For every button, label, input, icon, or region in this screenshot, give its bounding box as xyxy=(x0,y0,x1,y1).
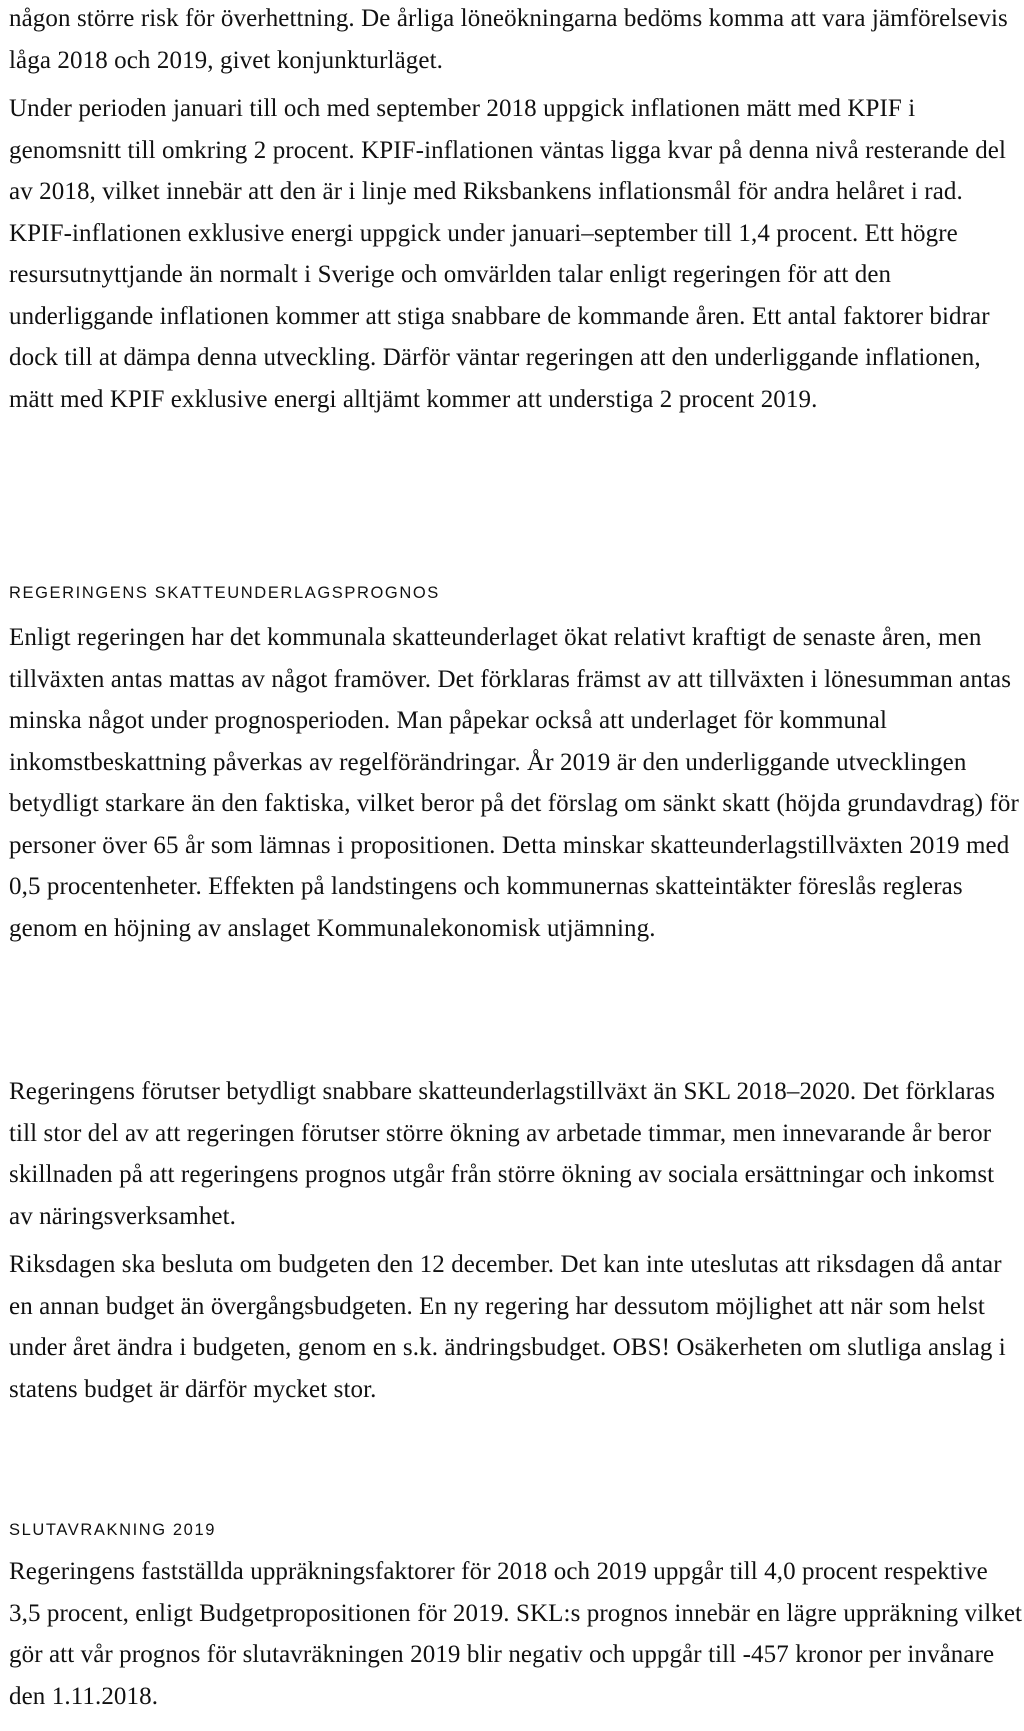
paragraph-skatteunderlag: Enligt regeringen har det kommunala skatteunderlaget ökat relativt kraftigt de senaste åren, men tillväxten antas mattas av något framöver. Det förklaras främst av att tillväxten i lönesumman antas minska något under prognosperioden. Man påpekar också att underlaget för kommunal inkomstbeskattning påverkas av regelförändringar. År 2019 är den underliggande utvecklingen betydligt starkare än den faktiska, vilket beror på det förslag om sänkt skatt (höjda grundavdrag) för personer över 65 år som lämnas i propositionen. Detta minskar skatteunderlagstillväxten 2019 med 0,5 procentenheter. Effekten på landstingens och kommunernas skatteintäkter föreslås regleras genom en höjning av anslaget Kommunalekonomisk utjämning. xyxy=(9,624,1019,942)
paragraph-inflation: Under perioden januari till och med september 2018 uppgick inflationen mätt med KPIF i genomsnitt till omkring 2 procent. KPIF-inflationen väntas ligga kvar på denna nivå resterande del av 2018, vilket innebär att den är i linje med Riksbankens inflationsmål för andra helåret i rad. KPIF-inflationen exklusive energi uppgick under januari–september till 1,4 procent. Ett högre resursutnyttjande än normalt i Sverige och omvärlden talar enligt regeringen för att den underliggande inflationen kommer att stiga snabbare de kommande åren. Ett antal faktorer bidrar dock till at dämpa denna utveckling. Därför väntar regeringen att den underliggande inflationen, mätt med KPIF exklusive energi alltjämt kommer att understiga 2 procent 2019. xyxy=(9,95,1007,413)
paragraph-slutavrakning: Regeringens fastställda uppräkningsfaktorer för 2018 och 2019 uppgår till 4,0 procent respektive 3,5 procent, enligt Budgetpropositionen för 2019. SKL:s prognos innebär en lägre uppräkning vilket gör att vår prognos för slutavräkningen 2019 blir negativ och uppgår till -457 kronor per invånare den 1.11.2018. xyxy=(9,1558,1023,1710)
section-heading-skatteunderlagsprognos: REGERINGENS SKATTEUNDERLAGSPROGNOS xyxy=(9,584,440,602)
paragraph-regeringens-prognos: Regeringens förutser betydligt snabbare skatteunderlagstillväxt än SKL 2018–2020. Det förklaras till stor del av att regeringen förutser större ökning av arbetade timmar, men innevarande år beror skillnaden på att regeringens prognos utgår från större ökning av sociala ersättningar och inkomst av näringsverksamhet. xyxy=(9,1078,996,1230)
section-heading-slutavrakning: SLUTAVRAKNING 2019 xyxy=(9,1521,217,1539)
paragraph-riksdagen-budget: Riksdagen ska besluta om budgeten den 12 december. Det kan inte uteslutas att riksdagen då antar en annan budget än övergångsbudgeten. En ny regering har dessutom möjlighet att när som helst under året ändra i budgeten, genom en s.k. ändringsbudget. OBS! Osäkerheten om slutliga anslag i statens budget är därför mycket stor. xyxy=(9,1251,1006,1403)
paragraph-overheating: någon större risk för överhettning. De årliga löneökningarna bedöms komma att vara jämförelsevis låga 2018 och 2019, givet konjunkturläget. xyxy=(9,5,1008,74)
